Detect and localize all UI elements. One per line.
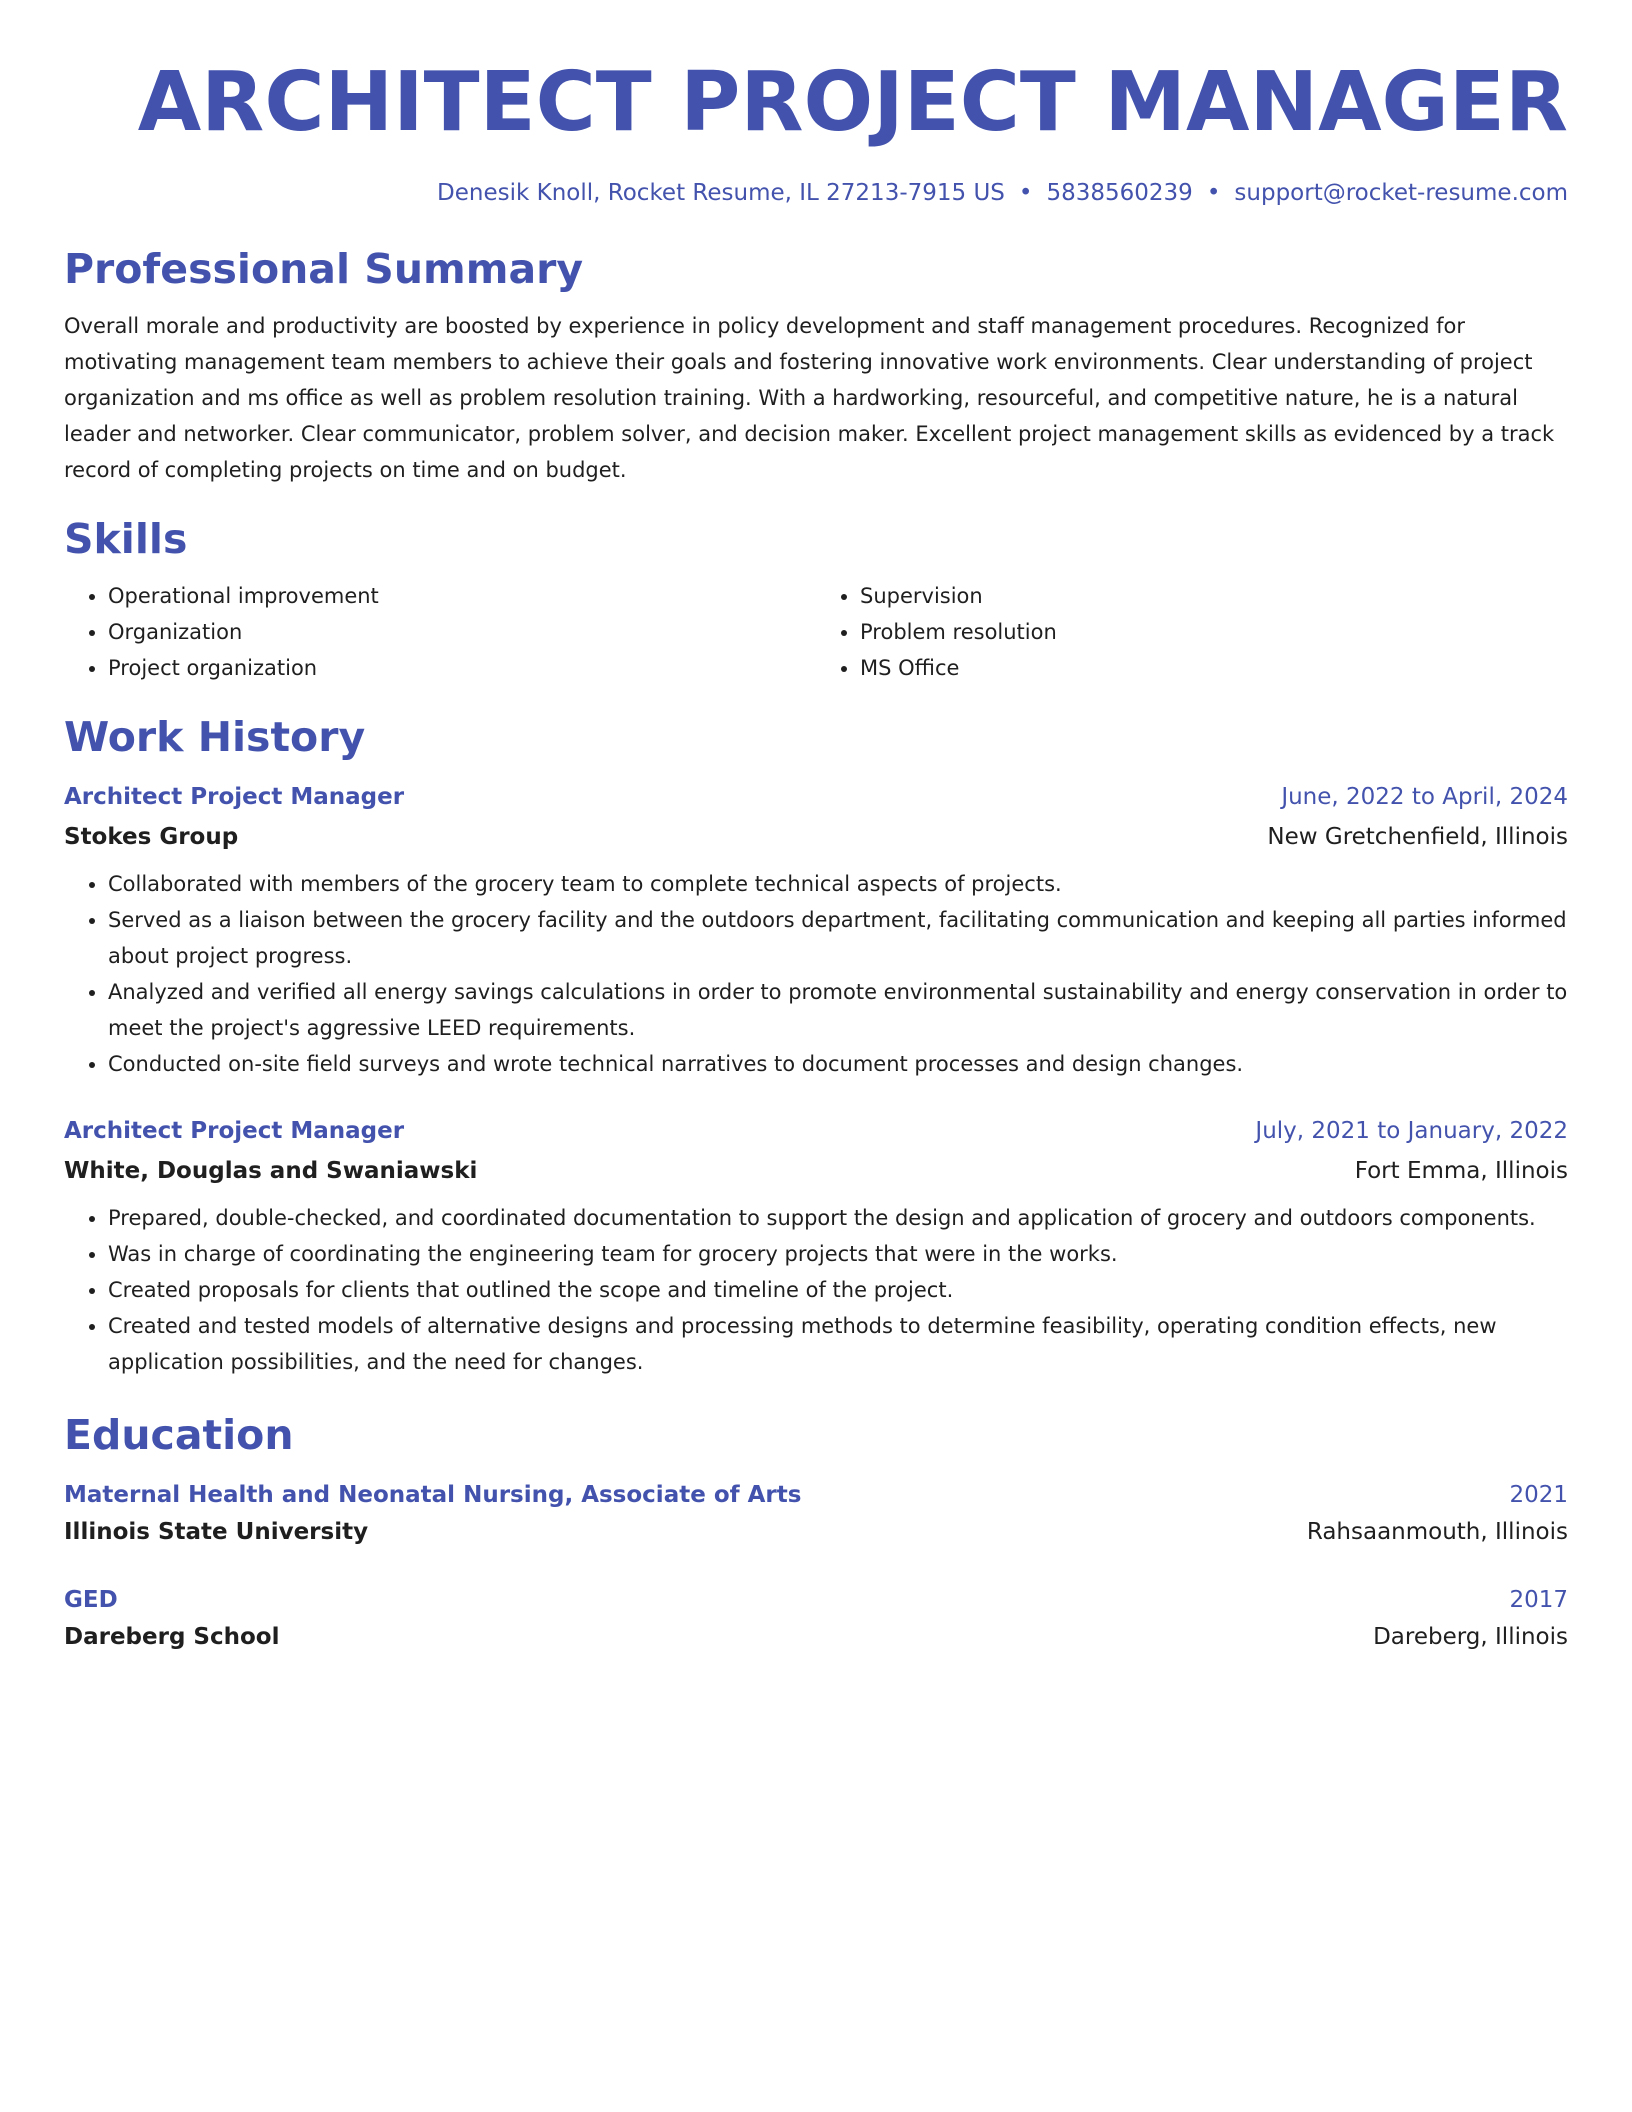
education-degree-row bbox=[64, 1480, 1568, 1510]
skill-item: • Project organization bbox=[108, 650, 816, 686]
contact-line bbox=[64, 178, 1568, 208]
education-degree-row bbox=[64, 1585, 1568, 1615]
education-degree: GED bbox=[64, 1587, 118, 1613]
education-school: Dareberg School bbox=[64, 1624, 280, 1650]
job-title: Architect Project Manager bbox=[64, 1118, 405, 1144]
education-location: Dareberg, Illinois bbox=[1373, 1624, 1568, 1650]
contact-separator: • bbox=[1018, 180, 1033, 206]
education-degree: Maternal Health and Neonatal Nursing, Associate of Arts bbox=[64, 1482, 802, 1508]
summary-heading: Professional Summary bbox=[64, 245, 584, 293]
resume-header bbox=[64, 52, 1568, 208]
work-history-heading: Work History bbox=[64, 713, 366, 761]
job-bullets bbox=[64, 1200, 1568, 1380]
summary-section bbox=[64, 244, 1568, 488]
job-employer: White, Douglas and Swaniawski bbox=[64, 1158, 478, 1184]
job-employer-row bbox=[64, 1156, 1568, 1186]
skill-item: • Supervision bbox=[860, 578, 1568, 614]
job-bullet: • Was in charge of coordinating the engineering team for grocery projects that were in the works. bbox=[108, 1236, 1568, 1272]
job-location: Fort Emma, Illinois bbox=[1354, 1158, 1568, 1184]
education-school: Illinois State University bbox=[64, 1519, 369, 1545]
education-entry bbox=[64, 1480, 1568, 1547]
contact-address: Denesik Knoll, Rocket Resume, IL 27213-7915 US bbox=[437, 180, 1005, 206]
job-bullets bbox=[64, 866, 1568, 1082]
skills-right-list bbox=[816, 578, 1568, 686]
education-location: Rahsaanmouth, Illinois bbox=[1306, 1519, 1568, 1545]
job-employer: Stokes Group bbox=[64, 824, 239, 850]
job-bullet: • Prepared, double-checked, and coordinated documentation to support the design and application of grocery and outdoors components. bbox=[108, 1200, 1568, 1236]
work-history-section bbox=[64, 712, 1568, 1380]
skills-heading: Skills bbox=[64, 515, 188, 563]
job-entry bbox=[64, 1116, 1568, 1380]
contact-email: support@rocket-resume.com bbox=[1234, 180, 1568, 206]
education-year: 2021 bbox=[1509, 1482, 1568, 1508]
job-employer-row bbox=[64, 822, 1568, 852]
contact-phone: 5838560239 bbox=[1046, 180, 1193, 206]
job-bullet: • Created and tested models of alternative designs and processing methods to determine feasibility, operating condition effects, new application possibilities, and the need for changes. bbox=[108, 1308, 1568, 1380]
contact-separator: • bbox=[1206, 180, 1221, 206]
job-bullet: • Conducted on-site field surveys and wrote technical narratives to document processes and design changes. bbox=[108, 1046, 1568, 1082]
skill-item: • MS Office bbox=[860, 650, 1568, 686]
education-entry bbox=[64, 1585, 1568, 1652]
job-entry bbox=[64, 782, 1568, 1082]
education-heading: Education bbox=[64, 1411, 294, 1459]
job-location: New Gretchenfield, Illinois bbox=[1267, 824, 1568, 850]
skills-left-list bbox=[64, 578, 816, 686]
education-school-row bbox=[64, 1517, 1568, 1547]
job-bullet: • Analyzed and verified all energy savings calculations in order to promote environmental sustainability and energy conservation in order to meet the project's aggressive LEED requirements. bbox=[108, 974, 1568, 1046]
job-title-row bbox=[64, 1116, 1568, 1146]
job-bullet: • Served as a liaison between the grocery facility and the outdoors department, facilitating communication and keeping all parties informed about project progress. bbox=[108, 902, 1568, 974]
education-year: 2017 bbox=[1509, 1587, 1568, 1613]
skills-columns bbox=[64, 578, 1568, 686]
education-section bbox=[64, 1410, 1568, 1652]
skill-item: • Problem resolution bbox=[860, 614, 1568, 650]
skill-item: • Organization bbox=[108, 614, 816, 650]
education-school-row bbox=[64, 1622, 1568, 1652]
job-bullet: • Collaborated with members of the grocery team to complete technical aspects of projects. bbox=[108, 866, 1568, 902]
job-title-row bbox=[64, 782, 1568, 812]
candidate-name: ARCHITECT PROJECT MANAGER bbox=[137, 55, 1568, 150]
job-dates: June, 2022 to April, 2024 bbox=[1281, 784, 1568, 810]
skills-section bbox=[64, 514, 1568, 686]
job-dates: July, 2021 to January, 2022 bbox=[1255, 1118, 1568, 1144]
job-title: Architect Project Manager bbox=[64, 784, 405, 810]
job-bullet: • Created proposals for clients that outlined the scope and timeline of the project. bbox=[108, 1272, 1568, 1308]
skill-item: • Operational improvement bbox=[108, 578, 816, 614]
summary-text: Overall morale and productivity are boosted by experience in policy development and staff management procedures. Recognized for motivating management team members to achieve their goals and fostering innovative work environments. Clear understanding of project organization and ms office as well as problem resolution training. With a hardworking, resourceful, and competitive nature, he is a natural leader and networker. Clear communicator, problem solver, and decision maker. Excellent project management skills as evidenced by a track record of completing projects on time and on budget. bbox=[64, 314, 1555, 482]
